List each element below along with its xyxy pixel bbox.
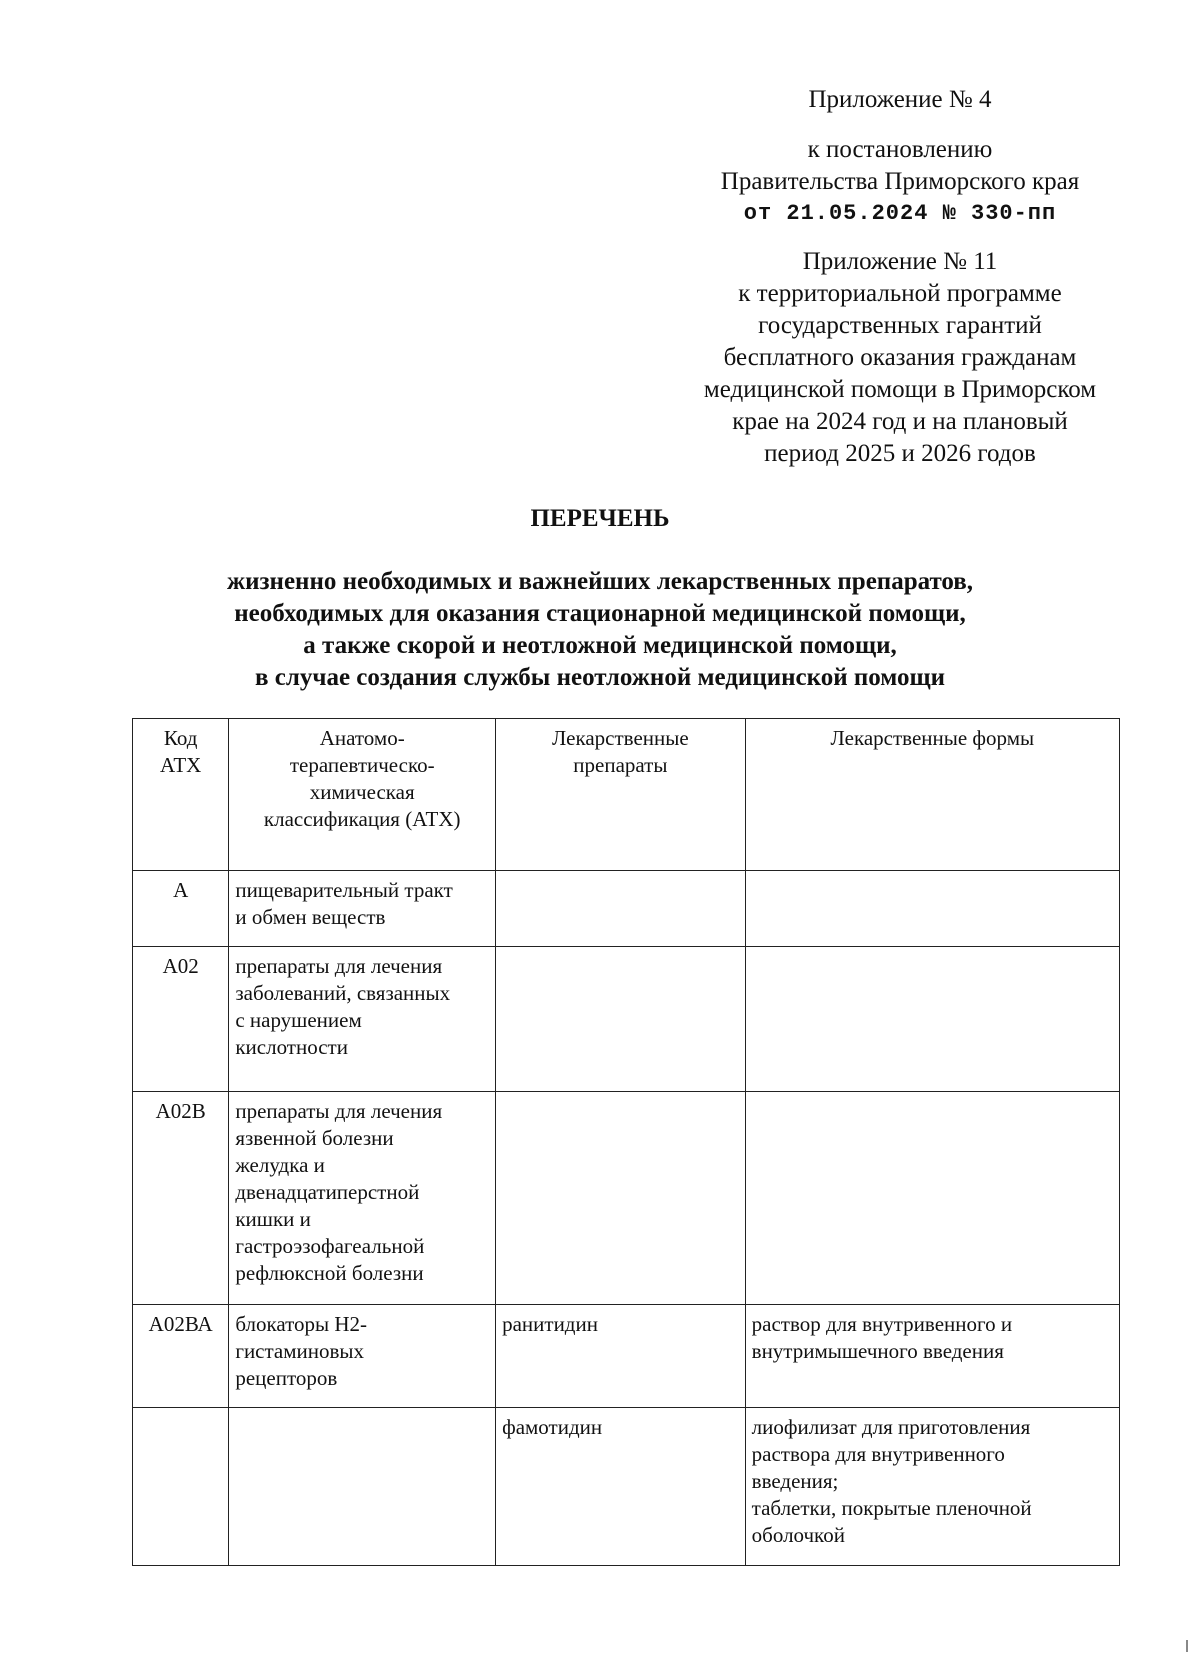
cell-text: язвенной болезни [235, 1126, 394, 1150]
header-text: классификация (АТХ) [263, 807, 461, 831]
cell-text: внутримышечного введения [751, 1339, 1004, 1363]
cell-text: введения; [751, 1469, 839, 1493]
cell-code: А02 [133, 947, 229, 1092]
cell-text: таблетки, покрытые пленочной [751, 1496, 1032, 1520]
subheading-line: жизненно необходимых и важнейших лекарственных препаратов, [226, 568, 974, 595]
table-row [133, 1305, 1120, 1408]
cell-drug: фамотидин [496, 1408, 746, 1566]
annex11-line: бесплатного оказания гражданам [723, 344, 1077, 371]
annex11-line: государственных гарантий [758, 312, 1042, 339]
resolution-reference [660, 134, 1140, 230]
cell-atc [229, 1092, 496, 1305]
cell-text: рецепторов [235, 1366, 338, 1390]
scan-edge-mark [1186, 1640, 1188, 1652]
table-row [133, 871, 1120, 947]
annex11-block [660, 246, 1140, 470]
cell-text: препараты для лечения [235, 1099, 443, 1123]
cell-text: лиофилизат для приготовления [751, 1415, 1031, 1439]
cell-atc [229, 871, 496, 947]
table-row [133, 1092, 1120, 1305]
cell-forms [745, 1092, 1119, 1305]
header-text: химическая [309, 780, 415, 804]
table-row [133, 947, 1120, 1092]
subheading-line: а также скорой и неотложной медицинской помощи, [303, 632, 897, 659]
cell-drug [496, 1092, 746, 1305]
cell-text: кишки и [235, 1207, 311, 1231]
resolution-line-1: к постановлению [807, 136, 993, 163]
header-drugs [496, 719, 746, 871]
cell-code: А02ВА [133, 1305, 229, 1408]
cell-text: рефлюксной болезни [235, 1261, 424, 1285]
document-heading: ПЕРЕЧЕНЬ [530, 505, 670, 532]
annex11-line: к территориальной программе [738, 280, 1062, 307]
drug-list-table [132, 718, 1120, 1566]
cell-drug [496, 871, 746, 947]
annex11-line: период 2025 и 2026 годов [764, 440, 1036, 467]
cell-drug [496, 947, 746, 1092]
cell-text: раствор для внутривенного и [751, 1312, 1013, 1336]
header-text: АТХ [160, 753, 202, 777]
resolution-stamp: от 21.05.2024 № 330-пп [743, 201, 1057, 226]
cell-code [133, 1408, 229, 1566]
cell-text: препараты для лечения [235, 954, 443, 978]
header-text: терапевтическо- [289, 753, 435, 777]
cell-text: желудка и [235, 1153, 325, 1177]
cell-text: с нарушением [235, 1008, 362, 1032]
header-text: препараты [573, 753, 668, 777]
cell-forms [745, 947, 1119, 1092]
cell-text: оболочкой [751, 1523, 845, 1547]
cell-atc [229, 947, 496, 1092]
cell-code: А02В [133, 1092, 229, 1305]
header-code-atc [133, 719, 229, 871]
cell-atc [229, 1408, 496, 1566]
table-header-row [133, 719, 1120, 871]
cell-text: заболеваний, связанных [235, 981, 451, 1005]
cell-forms [745, 1305, 1119, 1408]
cell-forms [745, 1408, 1119, 1566]
header-text: Лекарственные [552, 726, 689, 750]
header-text: Анатомо- [319, 726, 405, 750]
cell-drug: ранитидин [496, 1305, 746, 1408]
annex11-line: медицинской помощи в Приморском [703, 376, 1097, 403]
cell-code: А [133, 871, 229, 947]
annex11-line: Приложение № 11 [802, 248, 998, 275]
annex-number [660, 84, 1140, 116]
cell-text: гастроэзофагеальной [235, 1234, 425, 1258]
cell-forms [745, 871, 1119, 947]
header-atc-classification [229, 719, 496, 871]
header-dosage-forms [745, 719, 1119, 871]
cell-text: блокаторы Н2- [235, 1312, 368, 1336]
cell-text: гистаминовых [235, 1339, 365, 1363]
subheading-line: в случае создания службы неотложной медицинской помощи [254, 664, 946, 691]
document-subheading [0, 566, 1200, 694]
annex11-line: крае на 2024 год и на плановый [732, 408, 1068, 435]
cell-text: раствора для внутривенного [751, 1442, 1005, 1466]
cell-text: кислотности [235, 1035, 348, 1059]
header-text: Код [163, 726, 198, 750]
annex4-label: Приложение № 4 [808, 86, 992, 113]
cell-atc [229, 1305, 496, 1408]
header-text: Лекарственные формы [830, 726, 1035, 750]
cell-text: пищеварительный тракт [235, 878, 453, 902]
table-row [133, 1408, 1120, 1566]
cell-text: и обмен веществ [235, 905, 386, 929]
cell-text: двенадцатиперстной [235, 1180, 420, 1204]
resolution-line-2: Правительства Приморского края [720, 168, 1080, 195]
subheading-line: необходимых для оказания стационарной медицинской помощи, [234, 600, 966, 627]
